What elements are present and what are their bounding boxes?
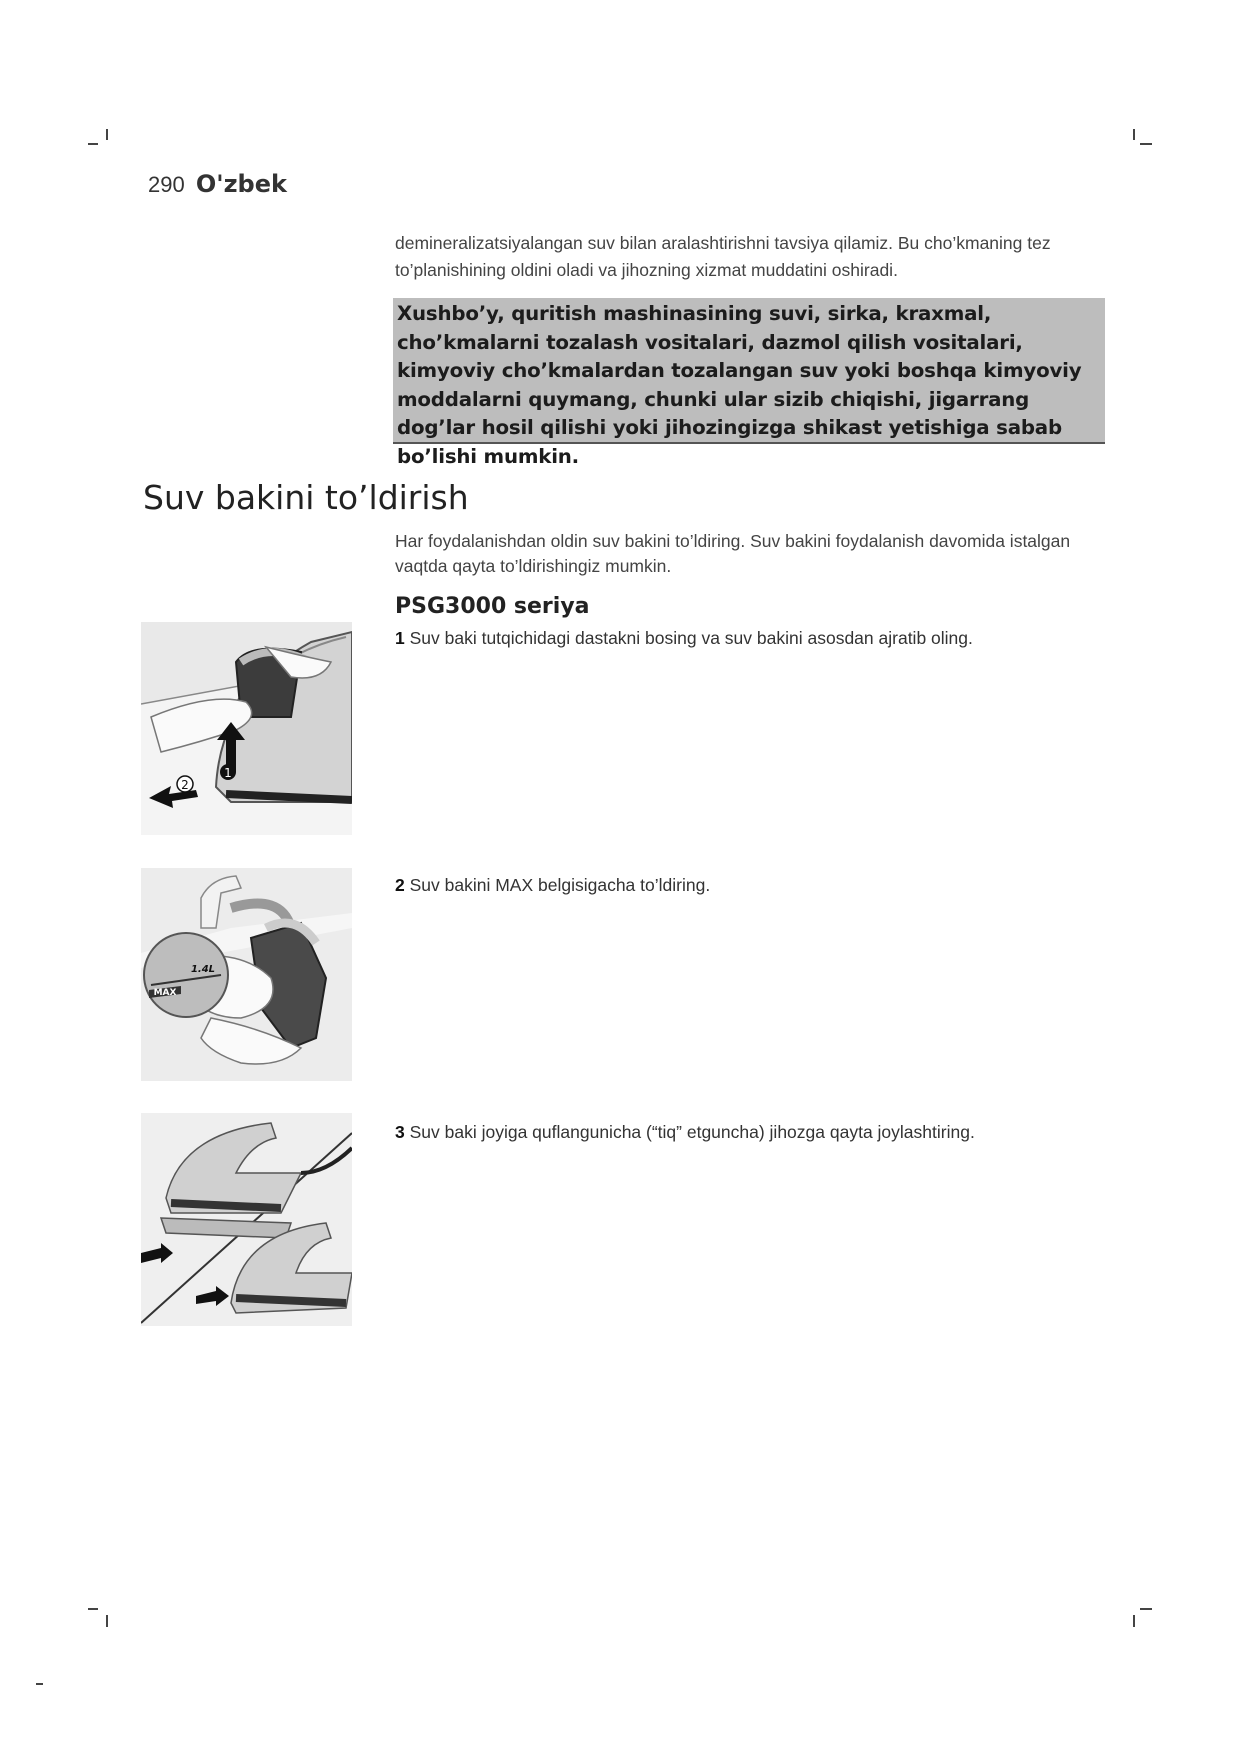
crop-mark-top-right xyxy=(1133,129,1135,140)
callout-2: 2 xyxy=(181,778,189,792)
crop-mark-bottom-left xyxy=(106,1615,108,1627)
step-3 xyxy=(395,1120,1115,1145)
crop-mark-bottom-edge xyxy=(36,1683,43,1685)
crop-mark-bottom-right xyxy=(1140,1608,1152,1610)
language-label: O'zbek xyxy=(195,170,287,198)
warning-box: Xushbo’y, quritish mashinasining suvi, sirka, kraxmal, cho’kmalarni tozalash vositalari, dazmol qilish vositalari, kimyoviy cho’kmalardan tozalangan suv yoki boshqa kimyoviy moddalarni quymang, chunki ular sizib chiqishi, jigarrang dog’lar hosil qilishi yoki jihozingizga shikast yetishiga sabab bo’lishi mumkin. xyxy=(393,298,1105,444)
step-text: Suv baki joyiga quflangunicha (“tiq” etguncha) jihozga qayta joylashtiring. xyxy=(409,1122,975,1142)
section-title: Suv bakini to’ldirish xyxy=(143,478,469,517)
max-label: MAX xyxy=(153,988,177,998)
crop-mark-top-right xyxy=(1140,143,1152,145)
figure-reattach-tank xyxy=(141,1113,352,1326)
figure-fill-tank xyxy=(141,868,352,1081)
crop-mark-top-left xyxy=(88,143,98,145)
crop-mark-bottom-right xyxy=(1133,1615,1135,1627)
series-subtitle: PSG3000 seriya xyxy=(395,594,590,619)
page-number: 290 xyxy=(148,172,185,197)
intro-paragraph: demineralizatsiyalangan suv bilan aralashtirishni tavsiya qilamiz. Bu cho’kmaning tez to’planishining oldini oladi va jihozning xizmat muddatini oshiradi. xyxy=(395,233,1051,280)
callout-1: 1 xyxy=(224,766,232,780)
crop-mark-bottom-left xyxy=(88,1608,98,1610)
page-header xyxy=(148,170,287,198)
section-intro: Har foydalanishdan oldin suv bakini to’ldiring. Suv bakini foydalanish davomida istalgan vaqtda qayta to’ldirishingiz mumkin. xyxy=(395,531,1071,576)
step-1 xyxy=(395,626,1115,651)
step-2 xyxy=(395,873,1115,898)
crop-mark-top-left xyxy=(106,129,108,140)
step-number: 1 xyxy=(395,628,405,648)
step-number: 2 xyxy=(395,875,405,895)
step-text: Suv baki tutqichidagi dastakni bosing va suv bakini asosdan ajratib oling. xyxy=(409,628,973,648)
volume-label: 1.4L xyxy=(190,964,216,975)
step-number: 3 xyxy=(395,1122,405,1142)
figure-remove-tank xyxy=(141,622,352,835)
step-text: Suv bakini MAX belgisigacha to’ldiring. xyxy=(409,875,711,895)
